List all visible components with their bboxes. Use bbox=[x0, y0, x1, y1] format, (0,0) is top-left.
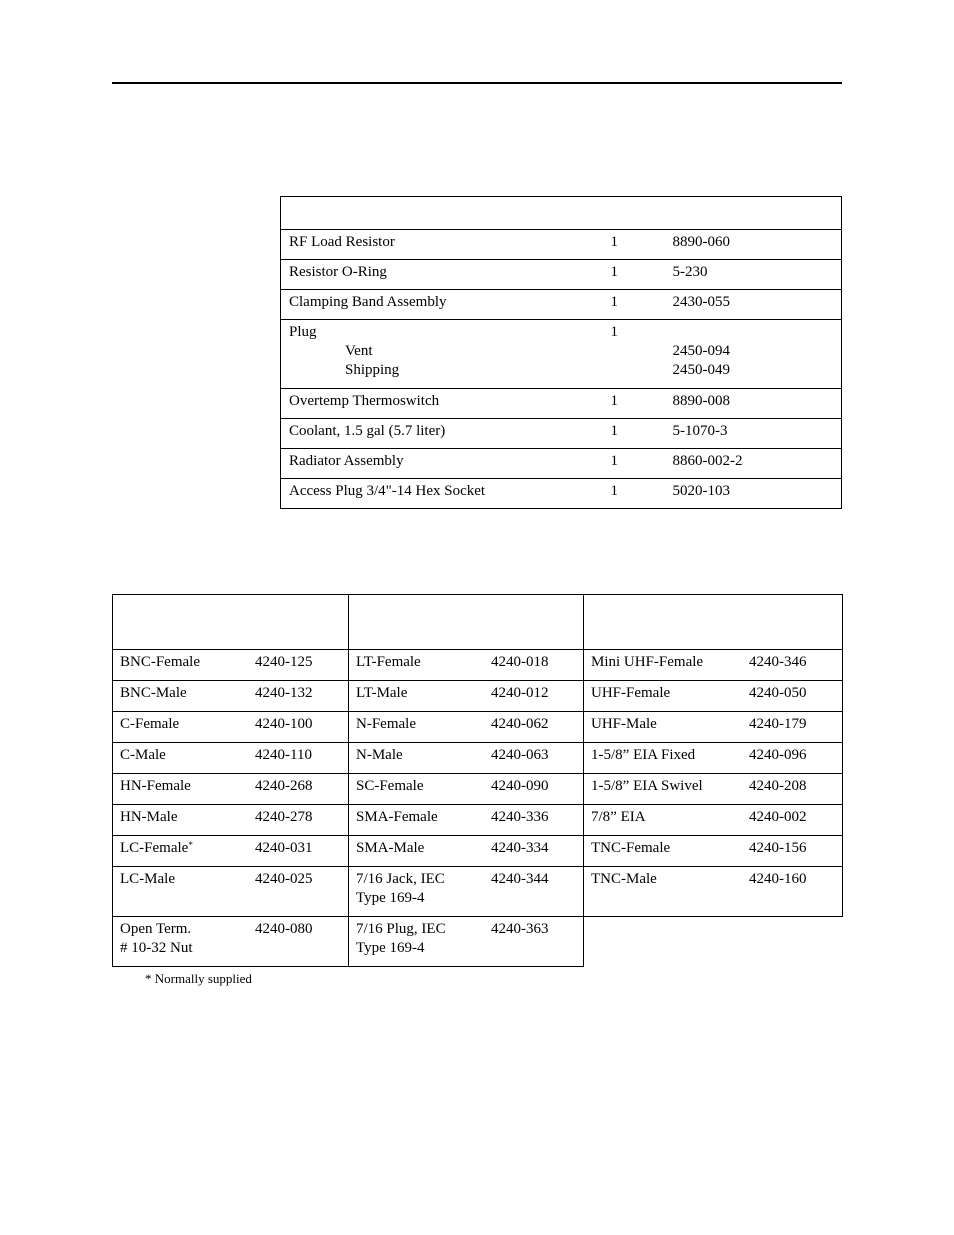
connector-cell bbox=[113, 917, 349, 967]
connector-name-line: LC-Female bbox=[120, 840, 189, 856]
connector-cell bbox=[349, 805, 584, 836]
connector-cell bbox=[584, 712, 843, 743]
connector-part-number: 4240-090 bbox=[491, 778, 549, 794]
connector-part-number: 4240-336 bbox=[491, 809, 549, 825]
connector-name-line: # 10-32 Nut bbox=[120, 940, 193, 956]
connector-table bbox=[112, 594, 843, 967]
connector-table-header bbox=[113, 595, 843, 650]
connector-name-line: UHF-Male bbox=[591, 716, 657, 732]
table-row bbox=[113, 774, 843, 805]
table-row bbox=[113, 743, 843, 774]
connector-cell bbox=[584, 681, 843, 712]
connector-cell bbox=[349, 867, 584, 917]
empty-cell bbox=[584, 917, 843, 967]
table-row bbox=[113, 712, 843, 743]
connector-part-number: 4240-363 bbox=[491, 921, 549, 937]
part-sub-number: 2450-049 bbox=[672, 362, 730, 378]
connector-cell bbox=[349, 650, 584, 681]
parts-table-header bbox=[281, 197, 842, 230]
connector-name-line: TNC-Male bbox=[591, 871, 657, 887]
connector-name-line: BNC-Male bbox=[120, 685, 187, 701]
part-number bbox=[673, 320, 842, 389]
part-name: Coolant, 1.5 gal (5.7 liter) bbox=[281, 419, 611, 449]
part-qty: 1 bbox=[611, 389, 673, 419]
connector-part-number: 4240-063 bbox=[491, 747, 549, 763]
connector-part-number: 4240-012 bbox=[491, 685, 549, 701]
connector-cell bbox=[584, 836, 843, 867]
connector-part-number: 4240-208 bbox=[749, 778, 807, 794]
header-rule bbox=[112, 82, 842, 84]
connector-cell bbox=[113, 805, 349, 836]
part-name: Radiator Assembly bbox=[281, 449, 611, 479]
connector-part-number: 4240-278 bbox=[255, 809, 313, 825]
connector-name-line: 1-5/8” EIA Swivel bbox=[591, 778, 703, 794]
connector-cell bbox=[349, 917, 584, 967]
connector-name-line: HN-Female bbox=[120, 778, 191, 794]
connector-cell bbox=[113, 743, 349, 774]
part-number: 2430-055 bbox=[673, 290, 842, 320]
table-row bbox=[113, 917, 843, 967]
connector-name bbox=[113, 715, 348, 734]
part-sub-number: 2450-094 bbox=[672, 343, 730, 359]
table-row bbox=[281, 479, 842, 509]
part-qty: 1 bbox=[611, 419, 673, 449]
table-row bbox=[113, 681, 843, 712]
connector-part-number: 4240-132 bbox=[255, 685, 313, 701]
connector-cell bbox=[113, 712, 349, 743]
connector-name-line: Type 169-4 bbox=[356, 940, 425, 956]
connector-name-line: 7/16 Plug, IEC bbox=[356, 921, 446, 937]
part-qty: 1 bbox=[611, 479, 673, 509]
table-row bbox=[281, 290, 842, 320]
part-sub-name: Vent bbox=[345, 343, 373, 359]
table-row bbox=[281, 230, 842, 260]
connector-name bbox=[113, 839, 348, 858]
connector-cell bbox=[349, 681, 584, 712]
connector-name bbox=[113, 653, 348, 672]
connector-name-line: 1-5/8” EIA Fixed bbox=[591, 747, 696, 763]
connector-part-number: 4240-110 bbox=[255, 747, 312, 763]
part-qty: 1 bbox=[611, 320, 673, 389]
table-row bbox=[113, 650, 843, 681]
connector-part-number: 4240-096 bbox=[749, 747, 807, 763]
connector-part-number: 4240-160 bbox=[749, 871, 807, 887]
part-number: 8860-002-2 bbox=[673, 449, 842, 479]
table-row bbox=[281, 449, 842, 479]
connector-part-number: 4240-050 bbox=[749, 685, 807, 701]
connector-name-line: BNC-Female bbox=[120, 654, 200, 670]
connector-cell bbox=[113, 681, 349, 712]
table-row bbox=[281, 419, 842, 449]
connector-name-line: C-Female bbox=[120, 716, 180, 732]
part-sub-name: Shipping bbox=[345, 362, 400, 378]
connector-cell bbox=[584, 867, 843, 917]
part-name: Access Plug 3/4"-14 Hex Socket bbox=[281, 479, 611, 509]
part-name: Resistor O-Ring bbox=[281, 260, 611, 290]
connector-name-line: SMA-Male bbox=[356, 840, 425, 856]
connector-name-line: C-Male bbox=[120, 747, 166, 763]
connector-name bbox=[113, 684, 348, 703]
connector-name-line: Mini UHF-Female bbox=[591, 654, 704, 670]
part-name: RF Load Resistor bbox=[281, 230, 611, 260]
connector-name bbox=[113, 777, 348, 796]
connector-cell bbox=[113, 867, 349, 917]
connector-part-number: 4240-125 bbox=[255, 654, 313, 670]
connector-cell bbox=[584, 805, 843, 836]
connector-part-number: 4240-100 bbox=[255, 716, 313, 732]
connector-name bbox=[113, 746, 348, 765]
table-row bbox=[281, 320, 842, 389]
connector-part-number: 4240-156 bbox=[749, 840, 807, 856]
part-name: Clamping Band Assembly bbox=[281, 290, 611, 320]
connector-name bbox=[113, 870, 348, 889]
part-qty: 1 bbox=[611, 449, 673, 479]
part-name-main: Plug bbox=[289, 324, 317, 340]
connector-cell bbox=[584, 743, 843, 774]
footnote-mark: * bbox=[188, 840, 193, 850]
part-qty: 1 bbox=[611, 290, 673, 320]
footnote: * Normally supplied bbox=[145, 971, 252, 986]
connector-name-line: UHF-Female bbox=[591, 685, 671, 701]
connector-cell bbox=[349, 743, 584, 774]
connector-name-line: 7/8” EIA bbox=[591, 809, 646, 825]
connector-part-number: 4240-062 bbox=[491, 716, 549, 732]
connector-name-line: SMA-Female bbox=[356, 809, 438, 825]
connector-name-line: LT-Male bbox=[356, 685, 408, 701]
connector-cell bbox=[584, 774, 843, 805]
part-name bbox=[281, 320, 611, 389]
connector-part-number: 4240-334 bbox=[491, 840, 549, 856]
parts-table bbox=[280, 196, 842, 509]
part-number: 5020-103 bbox=[673, 479, 842, 509]
connector-part-number: 4240-031 bbox=[255, 840, 313, 856]
connector-part-number: 4240-002 bbox=[749, 809, 807, 825]
connector-name-line: LC-Male bbox=[120, 871, 175, 887]
connector-name bbox=[113, 920, 348, 958]
connector-cell bbox=[113, 774, 349, 805]
connector-cell bbox=[349, 774, 584, 805]
connector-cell bbox=[113, 650, 349, 681]
connector-name-line: Open Term. bbox=[120, 921, 192, 937]
part-qty: 1 bbox=[611, 230, 673, 260]
connector-name-line: N-Female bbox=[356, 716, 416, 732]
connector-name-line: LT-Female bbox=[356, 654, 421, 670]
connector-part-number: 4240-344 bbox=[491, 871, 549, 887]
part-number: 8890-060 bbox=[673, 230, 842, 260]
connector-name-line: 7/16 Jack, IEC bbox=[356, 871, 445, 887]
part-number: 5-230 bbox=[673, 260, 842, 290]
connector-name-line: HN-Male bbox=[120, 809, 178, 825]
part-name: Overtemp Thermoswitch bbox=[281, 389, 611, 419]
connector-part-number: 4240-346 bbox=[749, 654, 807, 670]
connector-name-line: SC-Female bbox=[356, 778, 424, 794]
table-row bbox=[113, 867, 843, 917]
part-number: 5-1070-3 bbox=[673, 419, 842, 449]
connector-name-line: N-Male bbox=[356, 747, 403, 763]
connector-part-number: 4240-268 bbox=[255, 778, 313, 794]
connector-part-number: 4240-080 bbox=[255, 921, 313, 937]
connector-part-number: 4240-025 bbox=[255, 871, 313, 887]
connector-name-line: Type 169-4 bbox=[356, 890, 425, 906]
connector-part-number: 4240-179 bbox=[749, 716, 807, 732]
table-row bbox=[113, 805, 843, 836]
part-qty: 1 bbox=[611, 260, 673, 290]
table-row bbox=[281, 389, 842, 419]
connector-cell bbox=[349, 712, 584, 743]
table-row bbox=[281, 260, 842, 290]
connector-cell bbox=[349, 836, 584, 867]
part-number: 8890-008 bbox=[673, 389, 842, 419]
connector-cell bbox=[584, 650, 843, 681]
connector-name bbox=[113, 808, 348, 827]
connector-part-number: 4240-018 bbox=[491, 654, 549, 670]
connector-cell bbox=[113, 836, 349, 867]
table-row bbox=[113, 836, 843, 867]
connector-name-line: TNC-Female bbox=[591, 840, 671, 856]
